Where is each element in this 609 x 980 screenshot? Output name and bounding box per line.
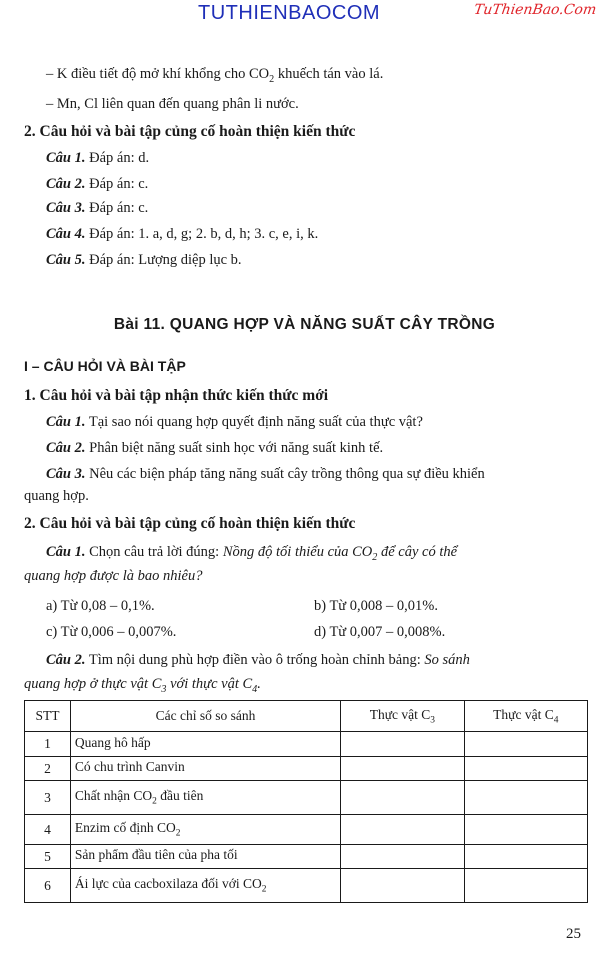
row-c4-cell — [464, 845, 587, 869]
row-stt: 3 — [25, 781, 71, 815]
row-c3-cell — [341, 845, 464, 869]
question-1-1: Câu 1. Tại sao nói quang hợp quyết định năng suất của thực vật? — [46, 414, 423, 430]
row-name: Enzim cố định $CO_2$ — [70, 815, 340, 845]
intro-bullet-2: – Mn, Cl liên quan đến quang phân li nước. — [46, 96, 299, 112]
row-stt: 6 — [25, 869, 71, 903]
part-heading: I – CÂU HỎI VÀ BÀI TẬP — [24, 358, 186, 374]
table-header-row — [25, 701, 588, 732]
question-2-2: Câu 2. Tìm nội dung phù hợp điền vào ô trống hoàn chỉnh bảng: So sánh — [46, 652, 470, 668]
question-1-3: Câu 3. Nêu các biện pháp tăng năng suất cây trồng thông qua sự điều khiển — [46, 466, 485, 482]
option-d: d) Từ 0,007 – 0,008%. — [314, 624, 446, 640]
section-heading-1: 1. Câu hỏi và bài tập nhận thức kiến thức mới — [24, 387, 329, 404]
question-1-3-cont: quang hợp. — [24, 488, 89, 504]
table-row — [25, 845, 588, 869]
question-1-2: Câu 2. Phân biệt năng suất sinh học với năng suất kinh tế. — [46, 440, 384, 456]
row-stt: 4 — [25, 815, 71, 845]
row-c3-cell — [341, 757, 464, 781]
header-c4: Thực vật $C_4$ — [464, 701, 587, 732]
table-row — [25, 869, 588, 903]
row-c3-cell — [341, 869, 464, 903]
row-name: Có chu trình Canvin — [70, 757, 340, 781]
option-b: b) Từ 0,008 – 0,01%. — [314, 598, 438, 614]
row-name: Sản phẩm đầu tiên của pha tối — [70, 845, 340, 869]
row-c3-cell — [341, 815, 464, 845]
header-stt: STT — [25, 701, 71, 732]
comparison-table — [24, 700, 588, 903]
answer-3: Câu 3. Đáp án: c. — [46, 200, 149, 216]
question-2-2-cont: quang hợp ở thực vật $C_3$ với thực vật $C_4$. — [24, 676, 261, 695]
table-row — [25, 732, 588, 757]
question-2-1-cont: quang hợp được là bao nhiêu? — [24, 568, 203, 584]
option-a: a) Từ 0,08 – 0,1%. — [46, 598, 155, 614]
page-number: 25 — [566, 926, 581, 942]
table-row — [25, 815, 588, 845]
row-stt: 5 — [25, 845, 71, 869]
row-stt: 2 — [25, 757, 71, 781]
row-name: Ái lực của cacboxilaza đối với $CO_2$ — [70, 869, 340, 903]
answer-2: Câu 2. Đáp án: c. — [46, 176, 149, 192]
watermark-text: TUTHIENBAOCOM — [198, 2, 381, 24]
row-c3-cell — [341, 781, 464, 815]
lesson-title: Bài 11. QUANG HỢP VÀ NĂNG SUẤT CÂY TRỒNG — [113, 316, 496, 333]
question-2-1: Câu 1. Chọn câu trả lời đúng: Nồng độ tối thiểu của $CO_2$ để cây có thể — [46, 544, 458, 563]
row-c4-cell — [464, 757, 587, 781]
intro-bullet-1: – K điều tiết độ mở khí khổng cho $CO_2$ khuếch tán vào lá. — [46, 66, 384, 85]
table-row — [25, 757, 588, 781]
answer-5: Câu 5. Đáp án: Lượng diệp lục b. — [46, 252, 242, 268]
row-name: Chất nhận $CO_2$ đầu tiên — [70, 781, 340, 815]
section-heading-2: 2. Câu hỏi và bài tập củng cố hoàn thiện kiến thức — [24, 515, 356, 532]
header-c3: Thực vật $C_3$ — [341, 701, 464, 732]
watermark-logo: TuThienBao.Com — [472, 2, 598, 18]
answer-1: Câu 1. Đáp án: d. — [46, 150, 150, 166]
row-c4-cell — [464, 732, 587, 757]
row-stt: 1 — [25, 732, 71, 757]
row-c4-cell — [464, 815, 587, 845]
table-row — [25, 781, 588, 815]
row-c4-cell — [464, 869, 587, 903]
option-c: c) Từ 0,006 – 0,007%. — [46, 624, 177, 640]
header-name: Các chỉ số so sánh — [70, 701, 340, 732]
answer-4: Câu 4. Đáp án: 1. a, d, g; 2. b, d, h; 3. c, e, i, k. — [46, 226, 319, 242]
row-c3-cell — [341, 732, 464, 757]
row-name: Quang hô hấp — [70, 732, 340, 757]
section-heading-prev: 2. Câu hỏi và bài tập củng cố hoàn thiện kiến thức — [24, 123, 356, 140]
row-c4-cell — [464, 781, 587, 815]
